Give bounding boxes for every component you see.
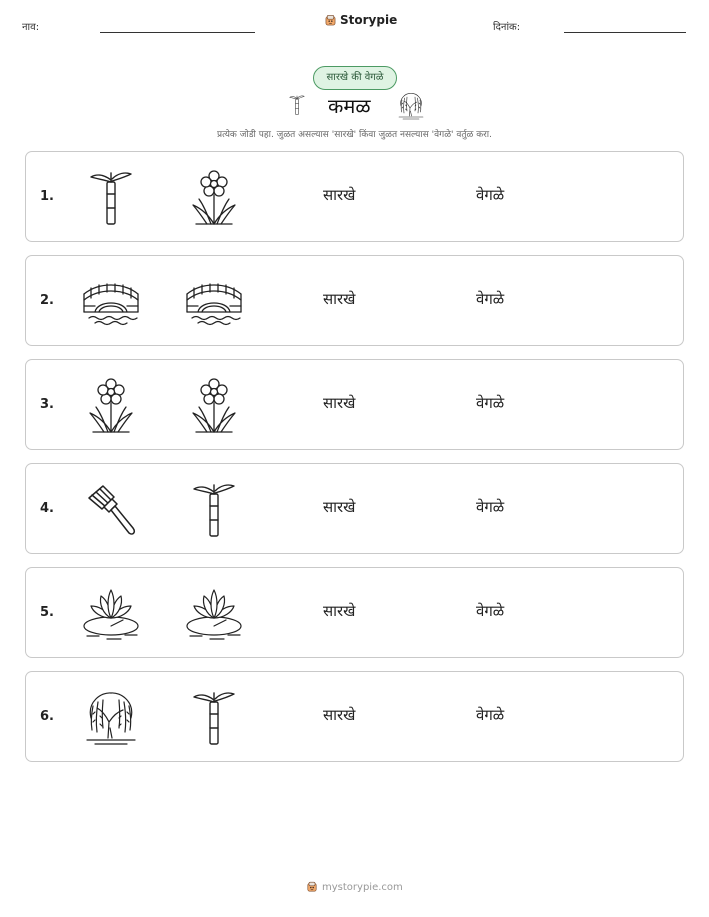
daffodil-icon xyxy=(184,168,244,228)
storypie-mascot-icon xyxy=(306,881,318,893)
question-row xyxy=(25,671,684,762)
bridge-icon xyxy=(184,272,244,332)
footer-url[interactable]: mystorypie.com xyxy=(322,881,403,893)
daffodil-icon xyxy=(81,376,141,436)
storypie-mascot-icon xyxy=(324,14,337,27)
different-option[interactable]: वेगळे xyxy=(476,498,505,516)
different-option[interactable]: वेगळे xyxy=(476,602,505,620)
activity-badge: सारखे की वेगळे xyxy=(313,66,397,90)
paintbrush-icon xyxy=(81,480,141,540)
same-option[interactable]: सारखे xyxy=(323,602,356,620)
question-number: 5. xyxy=(40,605,54,620)
willow-tree-icon xyxy=(396,91,426,121)
question-number: 6. xyxy=(40,709,54,724)
willow-tree-icon xyxy=(81,688,141,748)
daffodil-icon xyxy=(184,376,244,436)
different-option[interactable]: वेगळे xyxy=(476,706,505,724)
instructions: प्रत्येक जोडी पहा. जुळत असल्यास 'सारखे' किंवा जुळत नसल्यास 'वेगळे' वर्तुळ करा. xyxy=(216,130,492,140)
bamboo-icon xyxy=(286,90,308,120)
question-row xyxy=(25,567,684,658)
different-option[interactable]: वेगळे xyxy=(476,290,505,308)
question-row xyxy=(25,359,684,450)
page-title: कमळ xyxy=(328,94,371,118)
date-line[interactable] xyxy=(564,32,686,33)
question-row xyxy=(25,151,684,242)
question-number: 4. xyxy=(40,501,54,516)
bridge-icon xyxy=(81,272,141,332)
same-option[interactable]: सारखे xyxy=(323,186,356,204)
different-option[interactable]: वेगळे xyxy=(476,186,505,204)
bamboo-icon xyxy=(81,168,141,228)
brand-logo xyxy=(324,13,397,27)
footer xyxy=(306,881,403,893)
different-option[interactable]: वेगळे xyxy=(476,394,505,412)
same-option[interactable]: सारखे xyxy=(323,394,356,412)
lotus-icon xyxy=(81,584,141,644)
same-option[interactable]: सारखे xyxy=(323,706,356,724)
question-number: 1. xyxy=(40,189,54,204)
date-label: दिनांक: xyxy=(493,22,521,33)
question-number: 2. xyxy=(40,293,54,308)
question-row xyxy=(25,463,684,554)
question-number: 3. xyxy=(40,397,54,412)
lotus-icon xyxy=(184,584,244,644)
bamboo-icon xyxy=(184,688,244,748)
same-option[interactable]: सारखे xyxy=(323,290,356,308)
question-row xyxy=(25,255,684,346)
name-label: नाव: xyxy=(22,22,40,33)
name-line[interactable] xyxy=(100,32,255,33)
bamboo-icon xyxy=(184,480,244,540)
same-option[interactable]: सारखे xyxy=(323,498,356,516)
brand-name: Storypie xyxy=(340,13,398,27)
